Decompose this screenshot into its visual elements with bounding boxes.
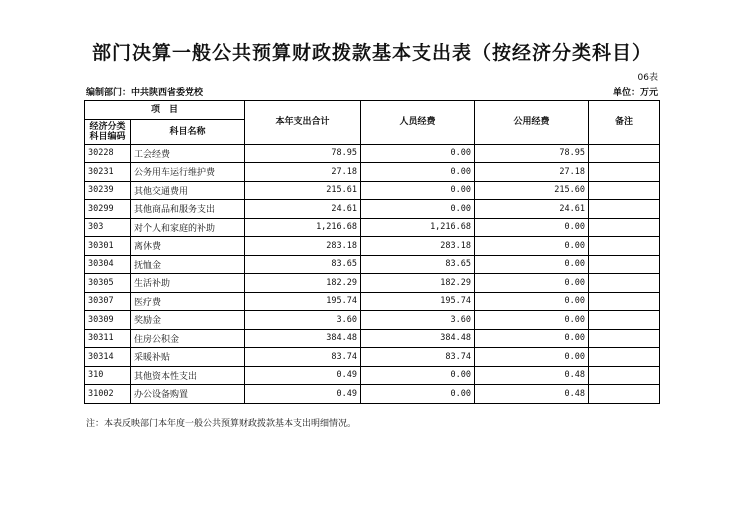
name-cell: 离休费 [131, 237, 245, 256]
personnel-cell: 0.00 [361, 144, 475, 163]
total-cell: 283.18 [245, 237, 361, 256]
table-row [85, 329, 660, 348]
remark-cell [589, 385, 660, 404]
public-cell: 0.00 [475, 292, 589, 311]
public-cell: 24.61 [475, 200, 589, 219]
name-cell: 工会经费 [131, 144, 245, 163]
remark-cell [589, 163, 660, 182]
remark-cell [589, 218, 660, 237]
table-body [85, 144, 660, 403]
remark-cell [589, 181, 660, 200]
code-cell: 30239 [85, 181, 131, 200]
public-cell: 0.00 [475, 237, 589, 256]
code-cell: 30311 [85, 329, 131, 348]
table-row [85, 255, 660, 274]
table-row [85, 274, 660, 293]
total-cell: 83.74 [245, 348, 361, 367]
public-cell: 0.00 [475, 329, 589, 348]
total-cell: 78.95 [245, 144, 361, 163]
total-cell: 0.49 [245, 366, 361, 385]
personnel-cell: 0.00 [361, 385, 475, 404]
header-name: 科目名称 [131, 119, 245, 144]
personnel-cell: 83.65 [361, 255, 475, 274]
name-cell: 其他商品和服务支出 [131, 200, 245, 219]
code-cell: 30314 [85, 348, 131, 367]
header-item: 项 目 [85, 101, 245, 120]
remark-cell [589, 200, 660, 219]
personnel-cell: 182.29 [361, 274, 475, 293]
total-cell: 384.48 [245, 329, 361, 348]
personnel-cell: 3.60 [361, 311, 475, 330]
expenditure-table [84, 100, 660, 404]
public-cell: 0.00 [475, 255, 589, 274]
footnote: 注：本表反映部门本年度一般公共预算财政拨款基本支出明细情况。 [86, 419, 357, 429]
remark-cell [589, 144, 660, 163]
total-cell: 24.61 [245, 200, 361, 219]
code-cell: 30231 [85, 163, 131, 182]
code-cell: 30228 [85, 144, 131, 163]
table-row [85, 181, 660, 200]
name-cell: 对个人和家庭的补助 [131, 218, 245, 237]
total-cell: 182.29 [245, 274, 361, 293]
total-cell: 83.65 [245, 255, 361, 274]
total-cell: 215.61 [245, 181, 361, 200]
code-cell: 30307 [85, 292, 131, 311]
remark-cell [589, 255, 660, 274]
name-cell: 其他资本性支出 [131, 366, 245, 385]
table-row [85, 348, 660, 367]
remark-cell [589, 274, 660, 293]
total-cell: 27.18 [245, 163, 361, 182]
personnel-cell: 0.00 [361, 163, 475, 182]
header-code: 经济分类科目编码 [85, 119, 131, 144]
table-row [85, 163, 660, 182]
name-cell: 生活补助 [131, 274, 245, 293]
name-cell: 其他交通费用 [131, 181, 245, 200]
name-cell: 奖励金 [131, 311, 245, 330]
meta-row [86, 85, 658, 97]
personnel-cell: 384.48 [361, 329, 475, 348]
remark-cell [589, 292, 660, 311]
total-cell: 0.49 [245, 385, 361, 404]
public-cell: 215.60 [475, 181, 589, 200]
public-cell: 0.48 [475, 366, 589, 385]
personnel-cell: 0.00 [361, 366, 475, 385]
table-row [85, 311, 660, 330]
remark-cell [589, 311, 660, 330]
code-cell: 303 [85, 218, 131, 237]
code-cell: 31002 [85, 385, 131, 404]
public-cell: 78.95 [475, 144, 589, 163]
name-cell: 办公设备购置 [131, 385, 245, 404]
remark-cell [589, 348, 660, 367]
header-public: 公用经费 [475, 101, 589, 145]
total-cell: 3.60 [245, 311, 361, 330]
public-cell: 27.18 [475, 163, 589, 182]
personnel-cell: 1,216.68 [361, 218, 475, 237]
remark-cell [589, 366, 660, 385]
code-cell: 30304 [85, 255, 131, 274]
remark-cell [589, 329, 660, 348]
public-cell: 0.00 [475, 311, 589, 330]
code-cell: 30309 [85, 311, 131, 330]
table-row [85, 292, 660, 311]
table-row [85, 200, 660, 219]
code-cell: 30299 [85, 200, 131, 219]
personnel-cell: 83.74 [361, 348, 475, 367]
public-cell: 0.00 [475, 348, 589, 367]
code-cell: 30301 [85, 237, 131, 256]
table-row [85, 218, 660, 237]
table-row [85, 366, 660, 385]
report-title: 部门决算一般公共预算财政拨款基本支出表（按经济分类科目） [91, 42, 652, 64]
table-header [85, 101, 660, 145]
personnel-cell: 0.00 [361, 200, 475, 219]
code-cell: 30305 [85, 274, 131, 293]
table-row [85, 385, 660, 404]
name-cell: 医疗费 [131, 292, 245, 311]
remark-cell [589, 237, 660, 256]
personnel-cell: 0.00 [361, 181, 475, 200]
public-cell: 0.00 [475, 274, 589, 293]
header-personnel: 人员经费 [361, 101, 475, 145]
total-cell: 1,216.68 [245, 218, 361, 237]
total-cell: 195.74 [245, 292, 361, 311]
name-cell: 采暖补贴 [131, 348, 245, 367]
table-number: 06表 [637, 73, 658, 83]
code-cell: 310 [85, 366, 131, 385]
personnel-cell: 283.18 [361, 237, 475, 256]
header-total: 本年支出合计 [245, 101, 361, 145]
name-cell: 公务用车运行维护费 [131, 163, 245, 182]
unit-label: 单位：万元 [612, 88, 658, 98]
table-row [85, 144, 660, 163]
dept-label: 编制部门：中共陕西省委党校 [86, 88, 204, 98]
name-cell: 抚恤金 [131, 255, 245, 274]
name-cell: 住房公积金 [131, 329, 245, 348]
public-cell: 0.48 [475, 385, 589, 404]
public-cell: 0.00 [475, 218, 589, 237]
table-row [85, 237, 660, 256]
personnel-cell: 195.74 [361, 292, 475, 311]
header-remark: 备注 [589, 101, 660, 145]
